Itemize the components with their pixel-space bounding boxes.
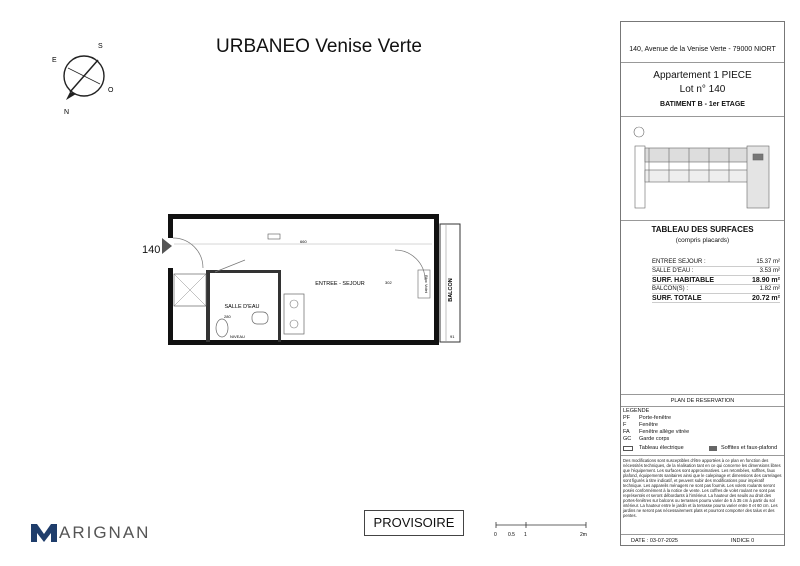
surfaces-title: TABLEAU DES SURFACES <box>651 225 754 234</box>
legend-title: LEGENDE <box>623 408 650 414</box>
scale-label: 1 <box>524 532 527 538</box>
room-sde: SALLE D'EAU <box>224 304 260 310</box>
provisoire-stamp: PROVISOIRE <box>364 510 464 536</box>
building-floor: BATIMENT B - 1er ETAGE <box>660 101 745 108</box>
surface-row <box>652 258 780 267</box>
legend-item: PF Porte-fenêtre <box>623 415 672 421</box>
plan-label: PLAN DE RESERVATION <box>670 398 735 404</box>
lot-marker-label: 140 <box>142 244 161 256</box>
scale-label: 2m <box>580 532 587 538</box>
surface-label: SALLE D'EAU : <box>652 268 694 274</box>
surface-row <box>652 276 780 285</box>
surface-row <box>652 294 780 303</box>
surface-label: BALCON(S) : <box>652 286 689 292</box>
surface-label: SURF. TOTALE <box>652 295 702 302</box>
site-plan-thumbnail <box>629 122 779 218</box>
room-sejour: ENTREE - SEJOUR <box>315 281 365 287</box>
surface-label: SURF. HABITABLE <box>652 277 715 284</box>
legend-item: GC Garde corps <box>623 436 670 442</box>
apartment-type: Appartement 1 PIECE <box>653 70 752 81</box>
marignan-logo-mark-icon <box>31 524 57 542</box>
surfaces-table <box>652 258 780 303</box>
legend-item: F Fenêtre <box>623 422 658 428</box>
disclaimer: Des modifications sont susceptibles d'être apportées à ce plan en fonction des nécessités techniques, de la réalisation tant en ce qui concerne les dimensions libres que l'équipement. Les surfaces sont approximatives. Les retombées, soffites, faux plafond, équipements sanitaires ainsi que le calepinage et dimensions des carrelages sont figurés à titre indicatif, et peuvent subir des modifications pour impératif technique. Les appareils ménagers ne sont pas fournis. Les volets roulants seront posés conformément à la notice de vente. Les coffres de volet roulant ne sont pas représentés et seront débordants à l'intérieur. La hauteur des seuils au droit des portes-fenêtres sur balcons ou terrasses pourra varier de 5 à 35 cm à partir du sol intérieur. La hauteur entre le jardin et la terrasse pourra varier entre 0 et 60 cm. Les jardins ne seront pas nécessairement plats et pourront comporter des talus et des pentes. <box>623 458 782 518</box>
dim-sde: 280 <box>224 314 231 319</box>
compass-o: O <box>108 87 114 94</box>
surface-value: 15.37 m² <box>756 259 780 265</box>
scale-label: 0 <box>494 532 497 538</box>
footer-date: DATE : 03-07-2025 <box>631 538 678 544</box>
address: 140, Avenue de la Venise Verte - 79000 NIORT <box>629 46 776 53</box>
surfaces-subtitle: (compris placards) <box>675 237 730 244</box>
compass-n: N <box>64 109 70 116</box>
marignan-logo <box>31 523 150 543</box>
scale-label: 0.5 <box>508 532 515 538</box>
legend-item: FA Fenêtre allège vitrée <box>623 429 690 435</box>
dim-bottom: NIVEAU <box>230 334 245 339</box>
project-title: URBANEO Venise Verte <box>216 36 422 57</box>
surface-label: ENTREE SEJOUR : <box>652 259 706 265</box>
surface-value: 20.72 m² <box>751 295 780 302</box>
electric-panel-icon <box>623 446 633 451</box>
legend-symbols <box>623 445 783 452</box>
room-balcon: BALCON <box>448 278 454 302</box>
legend-soffits: Soffites et faux-plafond <box>721 445 778 451</box>
compass-s: S <box>98 43 103 50</box>
legend-electric: Tableau électrique <box>639 445 684 451</box>
legend <box>623 408 783 452</box>
dim-sejour: 302 <box>385 280 392 285</box>
logo-text: ARIGNAN <box>59 523 151 542</box>
surface-row <box>652 267 780 276</box>
surface-value: 18.90 m² <box>751 277 780 284</box>
fixture-label: Bloc Volet <box>424 275 429 293</box>
lot-number: Lot n° 140 <box>679 84 726 95</box>
soffit-swatch-icon <box>709 446 717 451</box>
dim-top: 660 <box>300 239 307 244</box>
scale-bar <box>494 522 594 538</box>
compass-rose <box>46 38 126 118</box>
surface-value: 3.53 m² <box>759 268 780 274</box>
compass-e: E <box>52 57 57 64</box>
footer-index: INDICE 0 <box>731 538 755 544</box>
info-panel <box>620 21 785 546</box>
surface-row <box>652 285 780 294</box>
floor-plan <box>160 210 480 355</box>
surface-value: 1.82 m² <box>759 286 780 292</box>
dim-balcon: 91 <box>450 334 455 339</box>
